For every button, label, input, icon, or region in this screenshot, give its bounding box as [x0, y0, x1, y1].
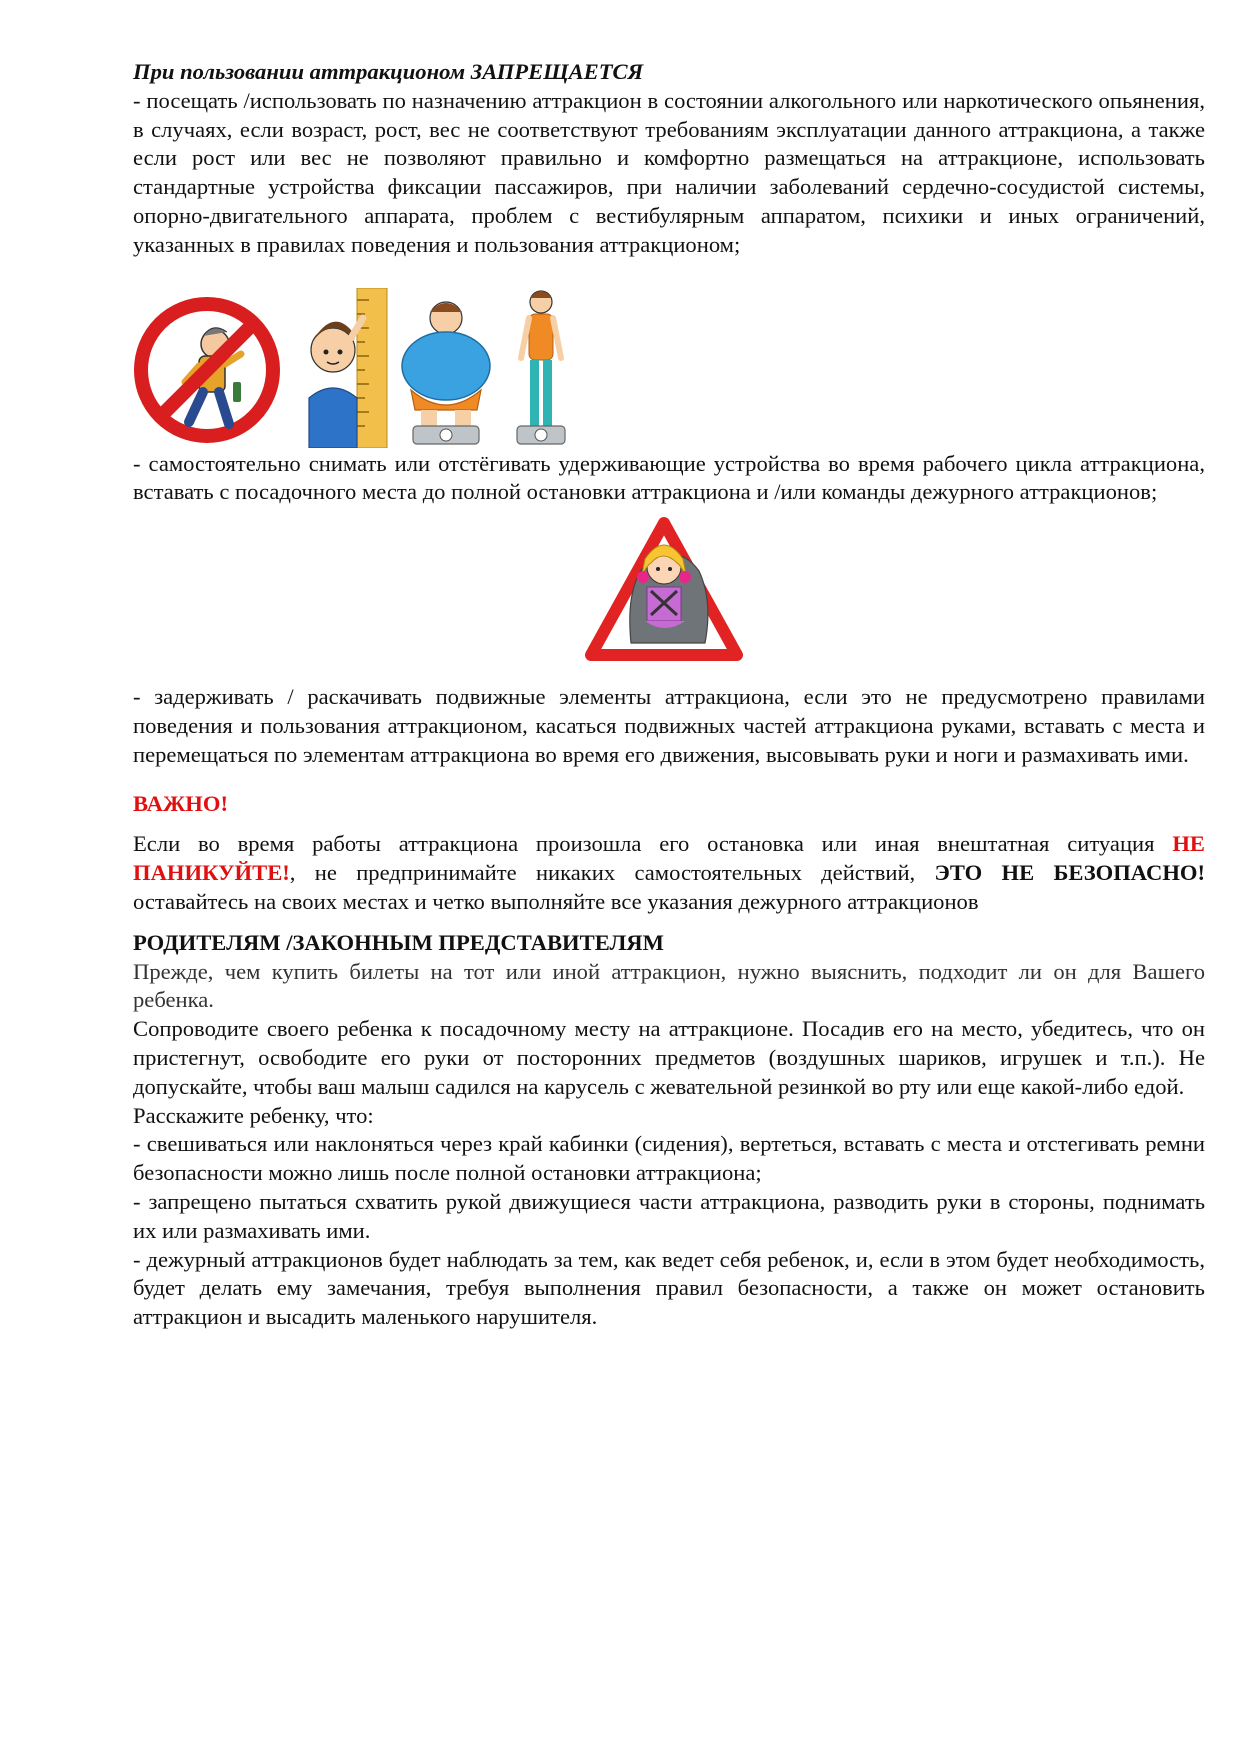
warning-sign-row: [133, 515, 1205, 673]
important-text-a: Если во время работы аттракциона произошла его остановка или иная внештатная ситуация: [133, 831, 1173, 857]
no-drunk-sign-icon: [133, 296, 281, 444]
important-text-b: , не предпринимайте никаких самостоятельных действий,: [289, 860, 935, 886]
parents-paragraph-6: - дежурный аттракционов будет наблюдать за тем, как ведет себя ребенок, и, если в этом будет необходимость, будет делать ему замечания, требуя выполнения правил безопасности, а также он может остановить аттракцион и высадить маленького нарушителя.: [133, 1246, 1205, 1330]
important-paragraph: [133, 830, 1205, 916]
important-label: ВАЖНО!: [133, 790, 228, 816]
prohibited-title: При пользовании аттракционом ЗАПРЕЩАЕТСЯ: [133, 59, 644, 84]
not-safe-text: ЭТО НЕ БЕЗОПАСНО!: [934, 860, 1205, 886]
prohibited-paragraph-2: - самостоятельно снимать или отстёгивать удерживающие устройства во время рабочего цикла аттракциона, вставать с посадочного места до полной остановки аттракциона и /или команды дежурного аттракционов;: [133, 450, 1205, 505]
no-panic-text: НЕ ПАНИКУЙТЕ!: [133, 831, 1205, 886]
child-seat-warning-icon: [585, 515, 743, 665]
parents-paragraph-5: - запрещено пытаться схватить рукой движущиеся части аттракциона, разводить руки в стороны, поднимать их или размахивать ими.: [133, 1188, 1205, 1243]
important-text-c: оставайтесь на своих местах и четко выполняйте все указания дежурного аттракционов: [133, 888, 979, 914]
prohibited-paragraph-3: - задерживать / раскачивать подвижные элементы аттракциона, если это не предусмотрено правилами поведения и пользования аттракционом, касаться подвижных частей аттракциона руками, вставать с места и перемещаться по элементам аттракциона во время его движения, высовывать руки и ноги и размахивать ими.: [133, 684, 1205, 767]
illustration-row: [133, 288, 1205, 448]
tall-person-icon: [511, 288, 571, 448]
parents-paragraph-1: Прежде, чем купить билеты на тот или иной аттракцион, нужно выяснить, подходит ли он для Вашего ребенка.: [133, 958, 1205, 1013]
parents-paragraph-2: Сопроводите своего ребенка к посадочному месту на аттракционе. Посадив его на место, убедитесь, что он пристегнут, освободите его руки от посторонних предметов (воздушных шариков, игрушек и т.п.). Не допускайте, чтобы ваш малыш садился на карусель с жевательной резинкой во рту или еще какой-либо едой.: [133, 1016, 1205, 1099]
parents-paragraph-4: - свешиваться или наклоняться через край кабинки (сидения), вертеться, вставать с места и отстегивать ремни безопасности можно лишь после полной остановки аттракциона;: [133, 1131, 1205, 1186]
height-measure-kid-icon: [301, 288, 401, 448]
parents-heading: РОДИТЕЛЯМ /ЗАКОННЫМ ПРЕДСТАВИТЕЛЯМ: [133, 929, 664, 955]
overweight-person-icon: [391, 294, 501, 448]
prohibited-paragraph-1: - посещать /использовать по назначению аттракцион в состоянии алкогольного или наркотического опьянения, в случаях, если возраст, рост, вес не соответствуют требованиям эксплуатации данного аттракциона, а также если рост или вес не позволяют правильно и комфортно размещаться на аттракционе, использовать стандартные устройства фиксации пассажиров, при наличии заболеваний сердечно-сосудистой системы, опорно-двигательного аппарата, проблем с вестибулярным аппаратом, психики и иных ограничений, указанных в правилах поведения и пользования аттракционом;: [133, 87, 1205, 257]
document-page: [133, 58, 1205, 1332]
parents-paragraph-3: Расскажите ребенку, что:: [133, 1102, 374, 1128]
